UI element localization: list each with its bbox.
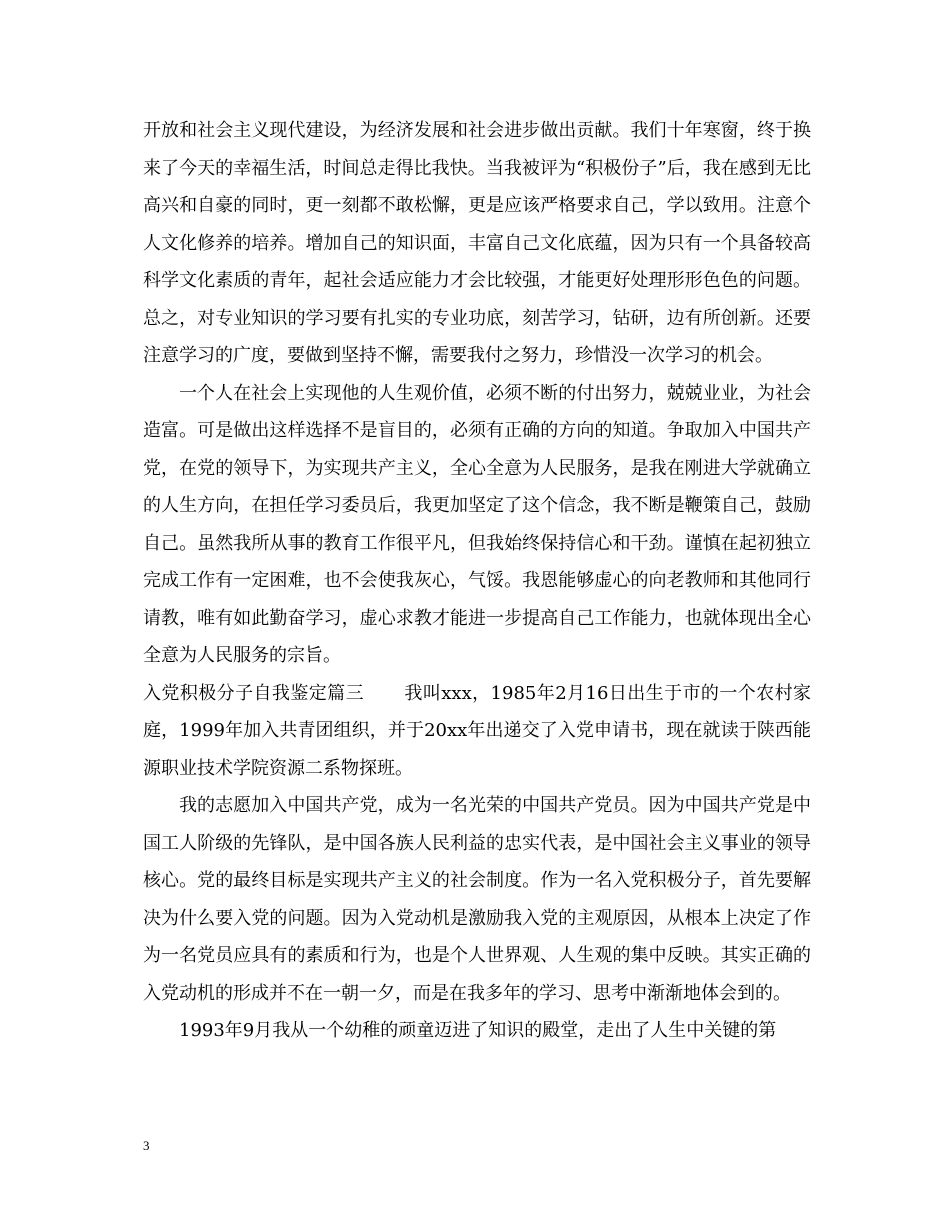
body-paragraph-2: 一个人在社会上实现他的人生观价值，必须不断的付出努力，兢兢业业，为社会造富。可是做出这样选择不是盲目的，必须有正确的方向的知道。争取加入中国共产党，在党的领导下，为实现共产主义，全心全意为人民服务，是我在刚进大学就确立的人生方向，在担任学习委员后，我更加坚定了这个信念，我不断是鞭策自己，鼓励自己。虽然我所从事的教育工作很平凡，但我始终保持信心和干劲。谨慎在起初独立完成工作有一定困难，也不会使我灰心，气馁。我恩能够虚心的向老教师和其他同行请教，唯有如此勤奋学习，虚心求教才能进一步提高自己工作能力，也就体现出全心全意为人民服务的宗旨。 — [143, 382, 811, 666]
section-heading-line — [143, 675, 811, 788]
document-page — [143, 112, 811, 1050]
page-number: 3 — [143, 1138, 150, 1153]
body-paragraph-3: 我的志愿加入中国共产党，成为一名光荣的中国共产党员。因为中国共产党是中国工人阶级的先锋队，是中国各族人民利益的忠实代表，是中国社会主义事业的领导核心。党的最终目标是实现共产主义的社会制度。作为一名入党积极分子，首先要解决为什么要入党的问题。因为入党动机是激励我入党的主观原因，从根本上决定了作为一名党员应具有的素质和行为，也是个人世界观、人生观的集中反映。其实正确的入党动机的形成并不在一朝一夕，而是在我多年的学习、思考中渐渐地体会到的。 — [143, 795, 811, 1004]
section-intro: 我叫xxx，1985年2月16日出生于市的一个农村家庭，1999年加入共青团组织，并于20xx年出递交了入党申请书，现在就读于陕西能源职业技术学院资源二系物探班。 — [143, 682, 811, 779]
body-paragraph-1: 开放和社会主义现代建设，为经济发展和社会进步做出贡献。我们十年寒窗，终于换来了今天的幸福生活，时间总走得比我快。当我被评为“积极份子”后，我在感到无比高兴和自豪的同时，更一刻都不敢松懈，更是应该严格要求自己，学以致用。注意个人文化修养的培养。增加自己的知识面，丰富自己文化底蕴，因为只有一个具备较高科学文化素质的青年，起社会适应能力才会比较强，才能更好处理形形色色的问题。总之，对专业知识的学习要有扎实的专业功底，刻苦学习，钻研，边有所创新。还要注意学习的广度，要做到坚持不懈，需要我付之努力，珍惜没一次学习的机会。 — [143, 120, 811, 366]
body-paragraph-4: 1993年9月我从一个幼稚的顽童迈进了知识的殿堂，走出了人生中关键的第 — [179, 1020, 777, 1041]
section-heading: 入党积极分子自我鉴定篇三 — [143, 682, 365, 704]
